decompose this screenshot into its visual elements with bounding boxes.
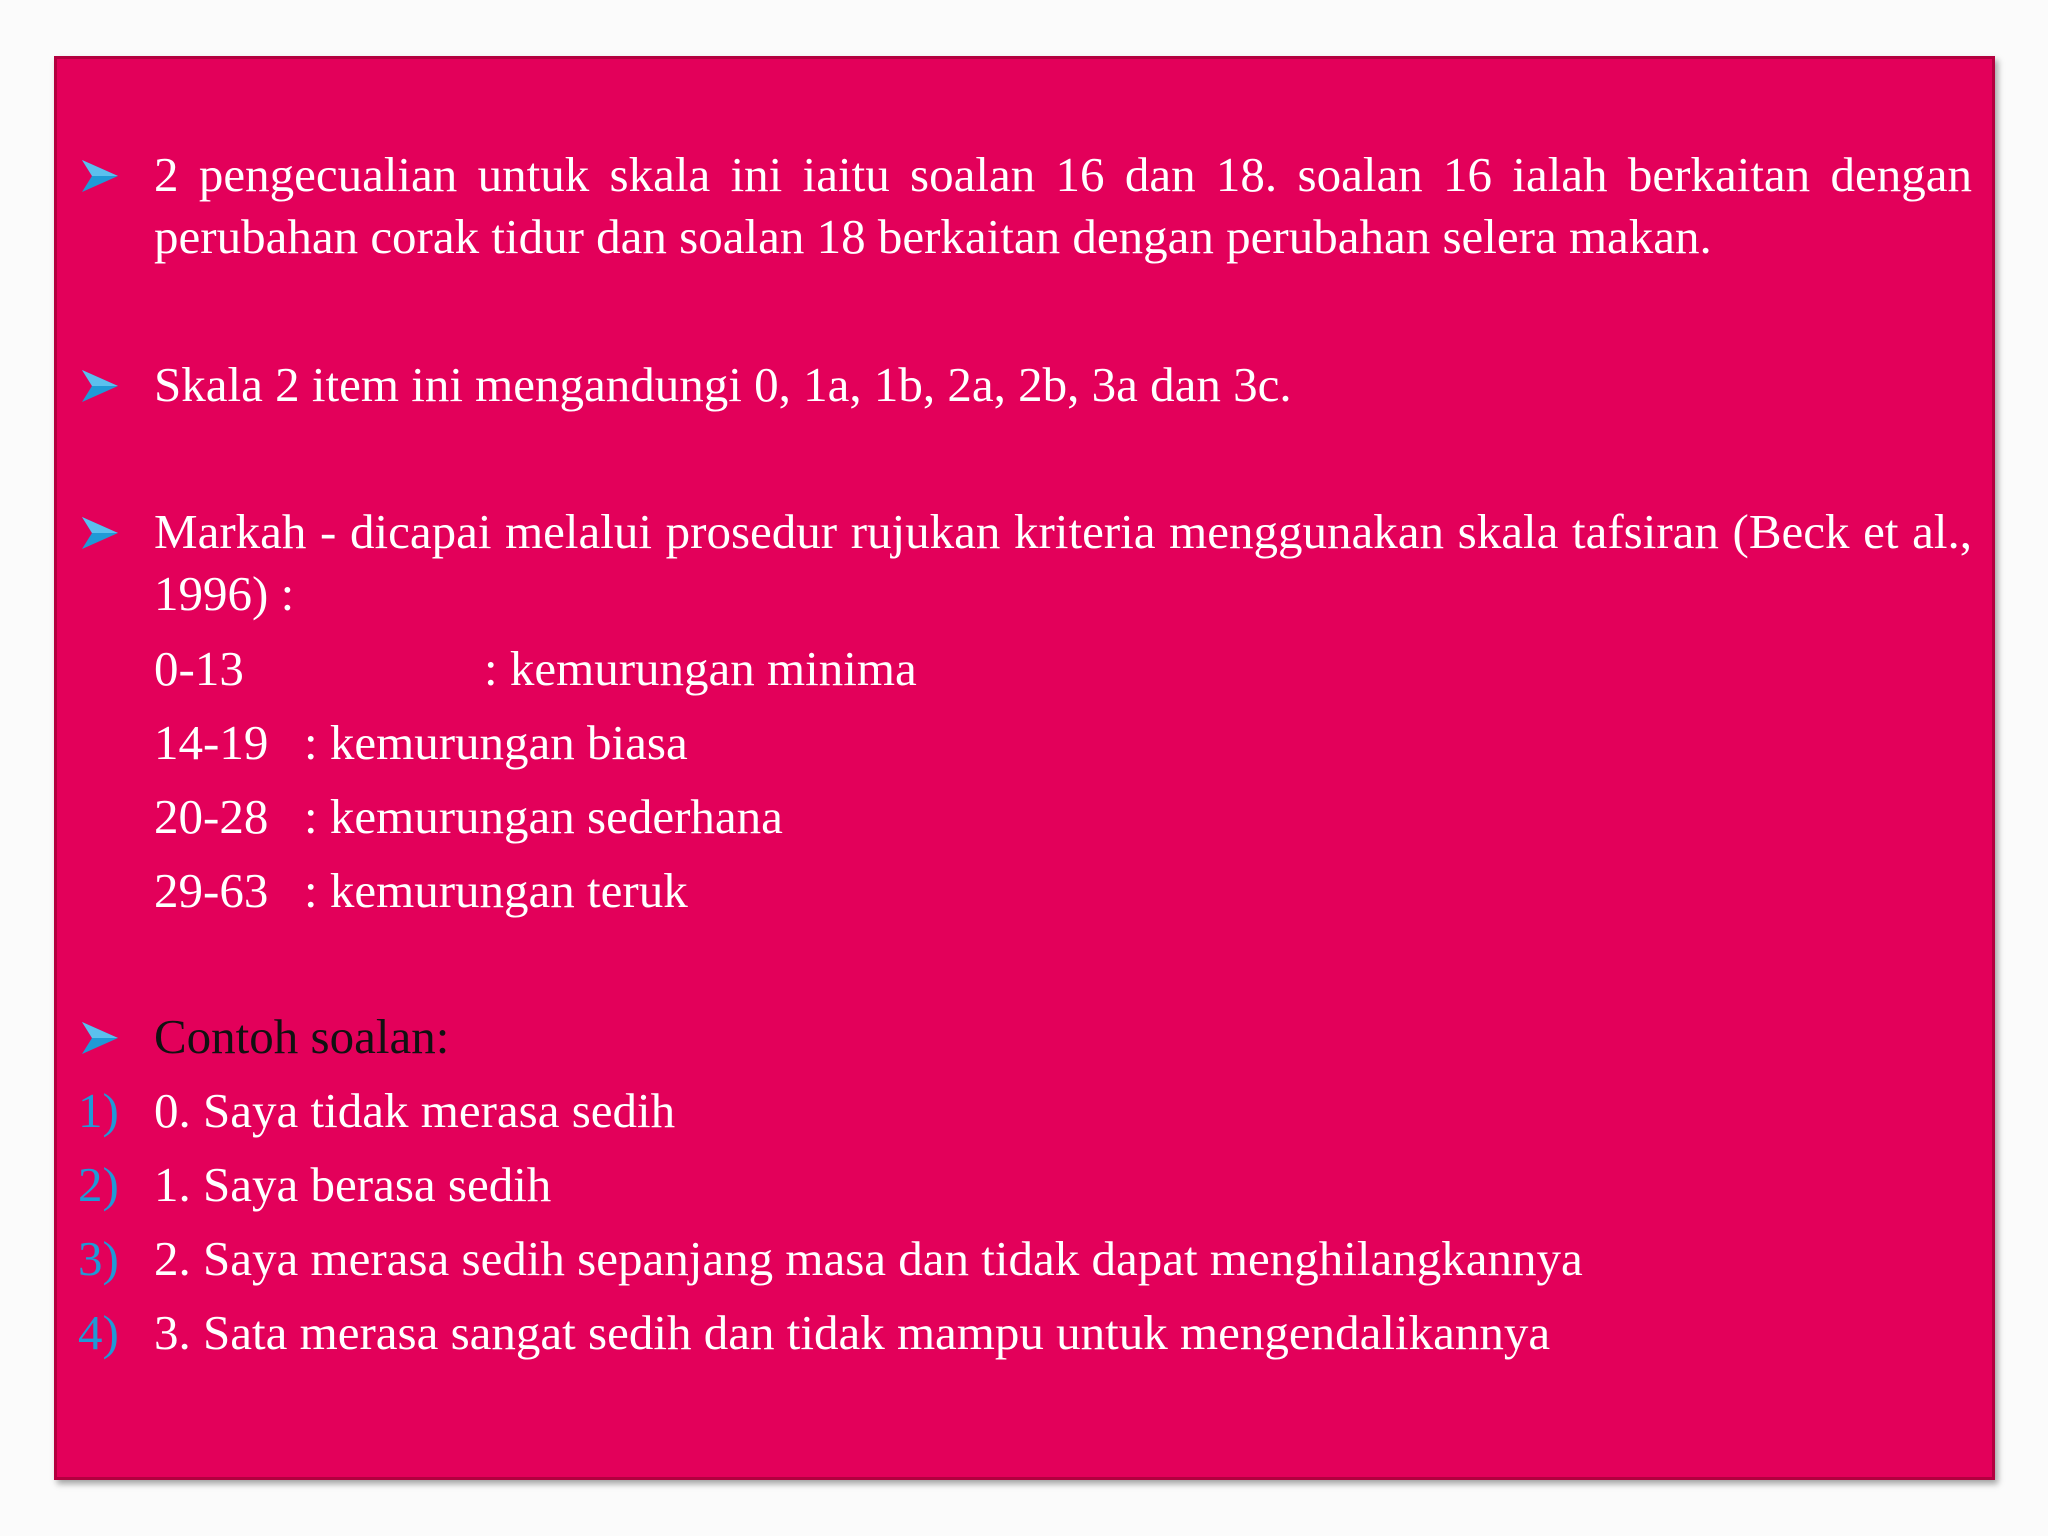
example-number: 3): [78, 1231, 119, 1286]
score-range-row: [154, 638, 917, 700]
score-range-row: [154, 860, 688, 922]
arrowhead-bullet-icon: [80, 513, 120, 553]
example-number: 4): [78, 1305, 119, 1360]
example-text: 0. Saya tidak merasa sedih: [154, 1083, 676, 1138]
score-label: : kemurungan biasa: [304, 715, 688, 770]
score-range-row: [154, 786, 783, 848]
score-range: 0-13: [154, 641, 244, 696]
example-text: 2. Saya merasa sedih sepanjang masa dan tidak dapat menghilangkannya: [154, 1231, 1583, 1286]
example-number: 1): [78, 1083, 119, 1138]
arrowhead-bullet-icon: [80, 1018, 120, 1058]
score-label: : kemurungan teruk: [304, 863, 688, 918]
arrowhead-bullet-icon: [80, 156, 120, 196]
bullet-text-examples-heading: Contoh soalan:: [154, 1009, 450, 1064]
score-range: 29-63: [154, 863, 269, 918]
example-text: 3. Sata merasa sangat sedih dan tidak mampu untuk mengendalikannya: [154, 1305, 1551, 1360]
bullet-text-scoring: Markah - dicapai melalui prosedur rujukan kriteria menggunakan skala tafsiran (Beck et al., 1996) :: [154, 504, 1972, 621]
arrowhead-bullet-icon: [80, 366, 120, 406]
bullet-text-exceptions: 2 pengecualian untuk skala ini iaitu soalan 16 dan 18. soalan 16 ialah berkaitan dengan perubahan corak tidur dan soalan 18 berkaitan dengan perubahan selera makan.: [154, 147, 1972, 264]
score-label: : kemurungan minima: [484, 641, 917, 696]
example-number: 2): [78, 1157, 119, 1212]
score-label: : kemurungan sederhana: [304, 789, 783, 844]
score-range: 14-19: [154, 715, 269, 770]
score-range: 20-28: [154, 789, 269, 844]
score-range-row: [154, 712, 688, 774]
example-text: 1. Saya berasa sedih: [154, 1157, 552, 1212]
bullet-text-items: Skala 2 item ini mengandungi 0, 1a, 1b, 2a, 2b, 3a dan 3c.: [154, 357, 1292, 412]
